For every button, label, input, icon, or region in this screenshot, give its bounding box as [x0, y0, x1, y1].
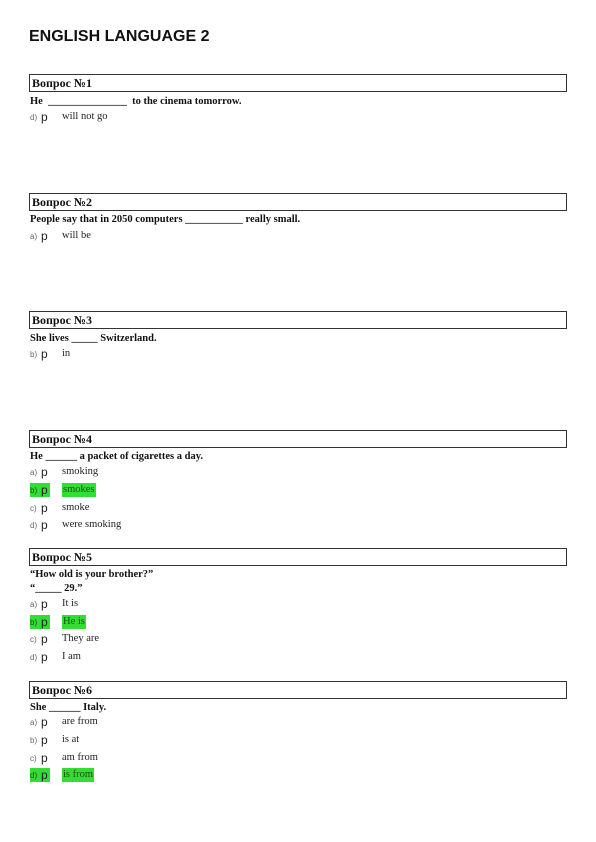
radio-marker-icon: p — [41, 597, 48, 611]
option-letter: d) — [30, 653, 38, 662]
radio-marker-icon: p — [41, 501, 48, 515]
question-text-6: She ______ Italy. — [30, 702, 107, 713]
option-label: smoke — [62, 502, 90, 513]
option-letter: a) — [30, 232, 38, 241]
option-letter: c) — [30, 754, 37, 763]
option-letter: b) — [30, 736, 38, 745]
option-letter: c) — [30, 635, 37, 644]
option-label: It is — [62, 598, 79, 609]
option-letter: b) — [30, 483, 50, 497]
option-letter: a) — [30, 600, 38, 609]
question-header-6: Вопрос №6 — [29, 681, 567, 699]
option-label: is from — [63, 769, 94, 780]
option-label: were smoking — [62, 519, 122, 530]
option-label: will be — [62, 230, 91, 241]
radio-marker-icon: p — [41, 715, 48, 729]
question-header-5: Вопрос №5 — [29, 548, 567, 566]
radio-marker-icon: p — [41, 768, 48, 782]
question-text-5a: “How old is your brother?” — [30, 569, 154, 580]
option-letter: b) — [30, 615, 50, 629]
option-letter: c) — [30, 504, 37, 513]
radio-marker-icon: p — [41, 110, 48, 124]
option-label: They are — [62, 633, 100, 644]
question-text-3: She lives _____ Switzerland. — [30, 333, 157, 344]
radio-marker-icon: p — [41, 650, 48, 664]
option-label: is at — [62, 734, 80, 745]
option-label: in — [62, 348, 71, 359]
option-label: will not go — [62, 111, 108, 122]
option-label: am from — [62, 752, 98, 763]
radio-marker-icon: p — [41, 347, 48, 361]
radio-marker-icon: p — [41, 518, 48, 532]
question-header-3: Вопрос №3 — [29, 311, 567, 329]
option-label: He is — [63, 616, 85, 627]
option-label: are from — [62, 716, 98, 727]
question-header-4: Вопрос №4 — [29, 430, 567, 448]
question-text-2: People say that in 2050 computers ___________ really small. — [30, 214, 301, 225]
option-letter: d) — [30, 768, 50, 782]
radio-marker-icon: p — [41, 751, 48, 765]
question-text-1: He _______________ to the cinema tomorrow. — [30, 96, 242, 107]
option-label: smoking — [62, 466, 99, 477]
question-header-2: Вопрос №2 — [29, 193, 567, 211]
option-label: I am — [62, 651, 81, 662]
page-title: ENGLISH LANGUAGE 2 — [29, 28, 210, 45]
question-header-1: Вопрос №1 — [29, 74, 567, 92]
question-text-5b: “_____ 29.” — [30, 583, 83, 594]
radio-marker-icon: p — [41, 733, 48, 747]
question-text-4: He ______ a packet of cigarettes a day. — [30, 451, 204, 462]
option-letter: a) — [30, 468, 38, 477]
option-letter: d) — [30, 521, 38, 530]
radio-marker-icon: p — [41, 229, 48, 243]
option-letter: a) — [30, 718, 38, 727]
radio-marker-icon: p — [41, 615, 48, 629]
option-label: smokes — [63, 484, 95, 495]
radio-marker-icon: p — [41, 632, 48, 646]
option-letter: d) — [30, 113, 38, 122]
radio-marker-icon: p — [41, 483, 48, 497]
option-letter: b) — [30, 350, 38, 359]
radio-marker-icon: p — [41, 465, 48, 479]
